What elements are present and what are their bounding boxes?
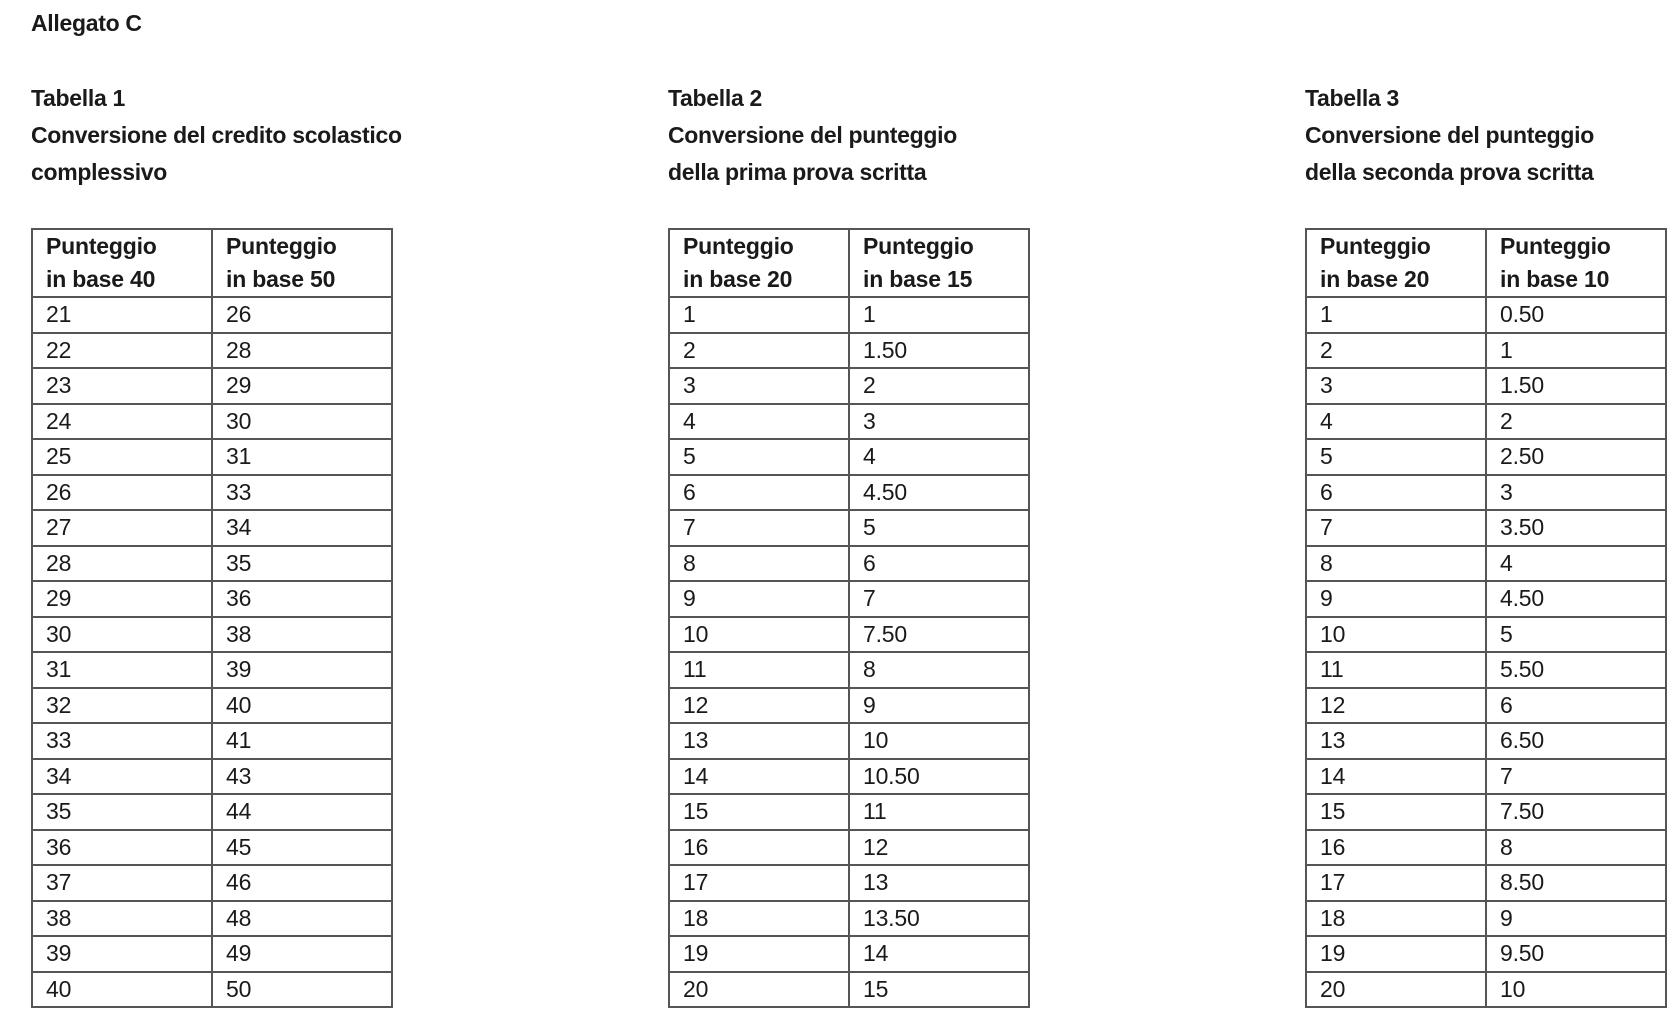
table-row	[32, 652, 392, 688]
table-row	[1306, 865, 1666, 901]
table-cell: 7.50	[849, 617, 1029, 653]
column-header: Punteggio in base 40	[32, 229, 212, 297]
table-cell: 35	[32, 794, 212, 830]
table-cell: 1.50	[1486, 368, 1666, 404]
table-cell: 10	[849, 723, 1029, 759]
table-cell: 2.50	[1486, 439, 1666, 475]
table-cell: 3	[1306, 368, 1486, 404]
table-2-label: Tabella 2	[668, 85, 763, 111]
table-cell: 14	[849, 936, 1029, 972]
table-cell: 1	[849, 297, 1029, 333]
table-cell: 14	[669, 759, 849, 795]
table-cell: 33	[212, 475, 392, 511]
table-row	[669, 723, 1029, 759]
table-cell: 2	[1486, 404, 1666, 440]
table-cell: 4.50	[1486, 581, 1666, 617]
table-cell: 18	[1306, 901, 1486, 937]
table-cell: 38	[32, 901, 212, 937]
table-1-heading	[31, 80, 491, 191]
table-cell: 24	[32, 404, 212, 440]
table-cell: 29	[212, 368, 392, 404]
table-cell: 10	[1306, 617, 1486, 653]
column-header: Punteggio in base 50	[212, 229, 392, 297]
column-header: Punteggio in base 15	[849, 229, 1029, 297]
table-row	[1306, 404, 1666, 440]
table-cell: 43	[212, 759, 392, 795]
table-row	[669, 475, 1029, 511]
table-row	[669, 794, 1029, 830]
table-cell: 8	[849, 652, 1029, 688]
table-cell: 20	[1306, 972, 1486, 1008]
table-cell: 5.50	[1486, 652, 1666, 688]
table-row	[32, 439, 392, 475]
table-cell: 4	[849, 439, 1029, 475]
table-cell: 20	[669, 972, 849, 1008]
table-2-caption-line1: Conversione del punteggio	[668, 122, 957, 148]
table-row	[669, 510, 1029, 546]
table-row	[1306, 972, 1666, 1008]
table-row	[669, 581, 1029, 617]
table-cell: 26	[212, 297, 392, 333]
table-cell: 40	[212, 688, 392, 724]
table-cell: 7	[1486, 759, 1666, 795]
table-cell: 11	[849, 794, 1029, 830]
table-row	[669, 759, 1029, 795]
conversion-table-2	[668, 228, 1030, 1008]
table-row	[32, 972, 392, 1008]
table-cell: 6	[1306, 475, 1486, 511]
column-header: Punteggio in base 20	[1306, 229, 1486, 297]
table-cell: 12	[669, 688, 849, 724]
table-row	[32, 297, 392, 333]
table-cell: 25	[32, 439, 212, 475]
table-cell: 40	[32, 972, 212, 1008]
table-row	[1306, 830, 1666, 866]
table-row	[32, 581, 392, 617]
table-cell: 37	[32, 865, 212, 901]
table-row	[669, 652, 1029, 688]
table-row	[669, 688, 1029, 724]
table-cell: 28	[212, 333, 392, 369]
table-cell: 8	[1486, 830, 1666, 866]
table-cell: 44	[212, 794, 392, 830]
table-row	[1306, 475, 1666, 511]
table-cell: 7	[669, 510, 849, 546]
table-row	[669, 617, 1029, 653]
table-cell: 8.50	[1486, 865, 1666, 901]
table-cell: 9	[669, 581, 849, 617]
table-cell: 33	[32, 723, 212, 759]
table-cell: 7.50	[1486, 794, 1666, 830]
column-header: Punteggio in base 20	[669, 229, 849, 297]
table-row	[1306, 333, 1666, 369]
table-cell: 38	[212, 617, 392, 653]
table-cell: 6	[849, 546, 1029, 582]
table-cell: 34	[212, 510, 392, 546]
table-cell: 34	[32, 759, 212, 795]
table-row	[669, 333, 1029, 369]
table-cell: 19	[1306, 936, 1486, 972]
table-row	[669, 297, 1029, 333]
table-cell: 21	[32, 297, 212, 333]
table-row	[669, 901, 1029, 937]
table-3-caption-line2: della seconda prova scritta	[1305, 159, 1594, 185]
table-cell: 7	[849, 581, 1029, 617]
table-cell: 0.50	[1486, 297, 1666, 333]
table-cell: 16	[1306, 830, 1486, 866]
table-cell: 15	[849, 972, 1029, 1008]
table-cell: 13	[1306, 723, 1486, 759]
table-cell: 9	[849, 688, 1029, 724]
table-cell: 27	[32, 510, 212, 546]
table-cell: 31	[212, 439, 392, 475]
table-3-label: Tabella 3	[1305, 85, 1400, 111]
table-row	[32, 723, 392, 759]
table-row	[669, 368, 1029, 404]
table-row	[32, 404, 392, 440]
table-cell: 1	[1486, 333, 1666, 369]
table-row	[32, 368, 392, 404]
table-cell: 3	[1486, 475, 1666, 511]
table-cell: 9	[1486, 901, 1666, 937]
table-row	[32, 794, 392, 830]
table-3-heading	[1305, 80, 1668, 191]
table-cell: 49	[212, 936, 392, 972]
table-row	[1306, 581, 1666, 617]
table-cell: 50	[212, 972, 392, 1008]
table-row	[32, 475, 392, 511]
table-cell: 39	[212, 652, 392, 688]
table-cell: 46	[212, 865, 392, 901]
table-cell: 15	[669, 794, 849, 830]
table-row	[669, 936, 1029, 972]
table-cell: 11	[669, 652, 849, 688]
table-row	[32, 936, 392, 972]
table-2-heading	[668, 80, 1128, 191]
table-cell: 3.50	[1486, 510, 1666, 546]
table-cell: 13.50	[849, 901, 1029, 937]
table-row	[1306, 652, 1666, 688]
table-cell: 31	[32, 652, 212, 688]
table-cell: 23	[32, 368, 212, 404]
table-row	[669, 865, 1029, 901]
table-row	[1306, 688, 1666, 724]
table-cell: 2	[669, 333, 849, 369]
table-row	[1306, 723, 1666, 759]
table-cell: 17	[1306, 865, 1486, 901]
table-cell: 36	[32, 830, 212, 866]
table-cell: 1.50	[849, 333, 1029, 369]
table-cell: 13	[849, 865, 1029, 901]
conversion-table-3	[1305, 228, 1667, 1008]
table-row	[32, 865, 392, 901]
table-1-caption-line2: complessivo	[31, 159, 168, 185]
table-row	[1306, 794, 1666, 830]
table-row	[32, 617, 392, 653]
table-row	[32, 759, 392, 795]
table-cell: 5	[1486, 617, 1666, 653]
table-cell: 11	[1306, 652, 1486, 688]
table-row	[1306, 297, 1666, 333]
table-cell: 35	[212, 546, 392, 582]
table-cell: 36	[212, 581, 392, 617]
table-cell: 2	[849, 368, 1029, 404]
table-2-caption-line2: della prima prova scritta	[668, 159, 927, 185]
table-cell: 2	[1306, 333, 1486, 369]
table-cell: 3	[849, 404, 1029, 440]
table-cell: 14	[1306, 759, 1486, 795]
table-row	[1306, 901, 1666, 937]
table-row	[1306, 759, 1666, 795]
table-cell: 9	[1306, 581, 1486, 617]
table-cell: 30	[212, 404, 392, 440]
table-cell: 15	[1306, 794, 1486, 830]
table-cell: 4	[669, 404, 849, 440]
table-cell: 10	[1486, 972, 1666, 1008]
table-cell: 6.50	[1486, 723, 1666, 759]
table-cell: 32	[32, 688, 212, 724]
table-row	[32, 901, 392, 937]
table-row	[32, 333, 392, 369]
table-cell: 22	[32, 333, 212, 369]
table-row	[1306, 546, 1666, 582]
table-row	[1306, 439, 1666, 475]
table-header-row	[1306, 229, 1666, 297]
table-cell: 29	[32, 581, 212, 617]
table-row	[669, 404, 1029, 440]
document-title: Allegato C	[31, 10, 142, 36]
table-row	[669, 439, 1029, 475]
table-cell: 10.50	[849, 759, 1029, 795]
table-header-row	[32, 229, 392, 297]
table-1-label: Tabella 1	[31, 85, 126, 111]
table-3-caption-line1: Conversione del punteggio	[1305, 122, 1594, 148]
table-cell: 10	[669, 617, 849, 653]
table-cell: 12	[1306, 688, 1486, 724]
table-header-row	[669, 229, 1029, 297]
table-cell: 7	[1306, 510, 1486, 546]
table-row	[669, 972, 1029, 1008]
conversion-table-1	[31, 228, 393, 1008]
table-row	[32, 830, 392, 866]
table-cell: 28	[32, 546, 212, 582]
table-cell: 18	[669, 901, 849, 937]
table-cell: 5	[1306, 439, 1486, 475]
table-cell: 19	[669, 936, 849, 972]
table-cell: 6	[669, 475, 849, 511]
table-cell: 8	[669, 546, 849, 582]
table-cell: 5	[669, 439, 849, 475]
table-cell: 26	[32, 475, 212, 511]
table-cell: 6	[1486, 688, 1666, 724]
table-row	[1306, 936, 1666, 972]
table-cell: 13	[669, 723, 849, 759]
table-cell: 9.50	[1486, 936, 1666, 972]
table-cell: 8	[1306, 546, 1486, 582]
table-row	[32, 510, 392, 546]
table-cell: 4.50	[849, 475, 1029, 511]
table-cell: 17	[669, 865, 849, 901]
table-cell: 5	[849, 510, 1029, 546]
table-cell: 1	[1306, 297, 1486, 333]
column-header: Punteggio in base 10	[1486, 229, 1666, 297]
table-cell: 4	[1306, 404, 1486, 440]
table-cell: 39	[32, 936, 212, 972]
table-cell: 12	[849, 830, 1029, 866]
table-row	[669, 546, 1029, 582]
table-row	[1306, 368, 1666, 404]
table-cell: 1	[669, 297, 849, 333]
table-cell: 41	[212, 723, 392, 759]
table-row	[32, 688, 392, 724]
table-row	[32, 546, 392, 582]
table-cell: 45	[212, 830, 392, 866]
table-row	[669, 830, 1029, 866]
table-1-caption-line1: Conversione del credito scolastico	[31, 122, 402, 148]
table-cell: 3	[669, 368, 849, 404]
table-cell: 4	[1486, 546, 1666, 582]
table-cell: 16	[669, 830, 849, 866]
table-cell: 30	[32, 617, 212, 653]
table-row	[1306, 510, 1666, 546]
table-row	[1306, 617, 1666, 653]
table-cell: 48	[212, 901, 392, 937]
